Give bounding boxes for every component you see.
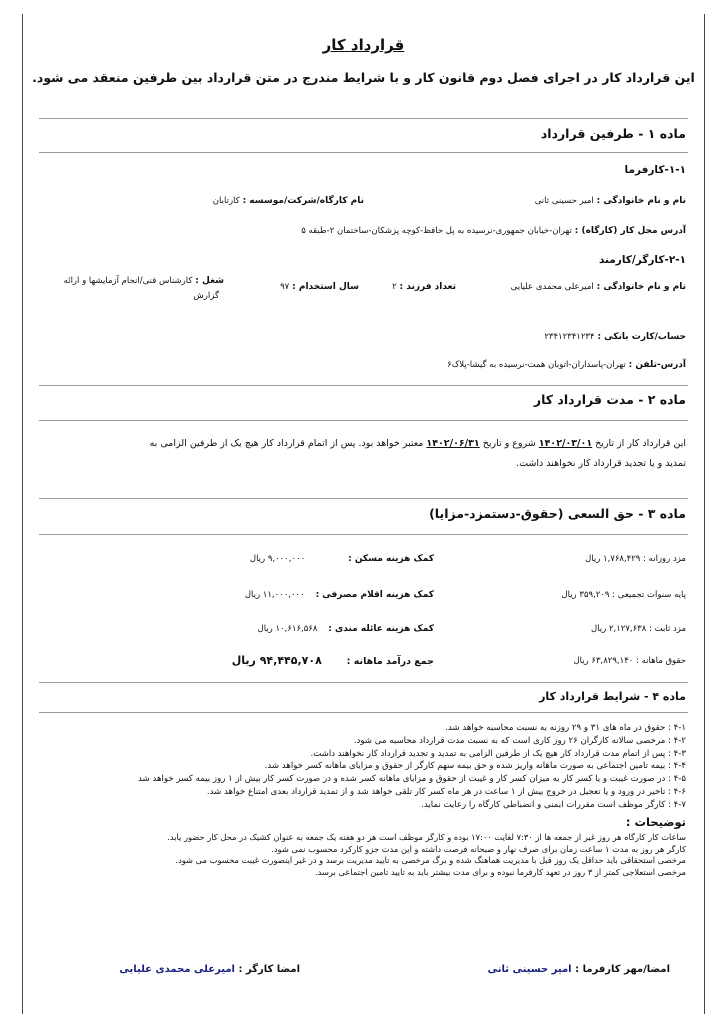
total-income (232, 654, 434, 667)
note-item: مرخصی استعلاجی کمتر از ۳ روز در تعهد کارفرما نبوده و برای مدت بیشتر باید به تایید تامین اجتماعی برسد. (314, 866, 686, 877)
experience-value: ۹۷ (280, 282, 290, 292)
end-date: ۱۴۰۲/۰۶/۳۱ (426, 438, 480, 449)
workplace-value: کارتابان (212, 196, 240, 206)
children-field (392, 282, 456, 292)
total-income-label: جمع درآمد ماهانه : (346, 656, 434, 667)
job-value: کارشناس فنی/انجام آزمایشها و ارائه (63, 276, 193, 286)
page-title: قرارداد کار (322, 36, 405, 54)
divider (39, 682, 688, 683)
fixed-wage: مزد ثابت : ۲,۱۲۷,۶۳۸ ریال (591, 624, 686, 634)
housing-label: کمک هزینه مسکن : (348, 554, 434, 564)
employee-address-value: تهران-پاسداران-اتوبان همت-نرسیده به گیشا-پلاک۶ (447, 360, 626, 370)
monthly-salary: حقوق ماهانه : ۶۳,۸۲۹,۱۴۰ ریال (573, 656, 686, 666)
contract-page (22, 14, 705, 1014)
employee-section-title: ۲-۱-کارگر/کارمند (598, 254, 686, 266)
employer-address-value: تهران-خیابان جمهوری-نرسیده به پل حافظ-کوچه پزشکان-ساختمان ۲-طبقه ۵ (301, 226, 572, 236)
employee-name-value: امیرعلی محمدی علیایی (510, 282, 594, 292)
employer-signature (488, 964, 670, 975)
note-item: ساعات کار کارگاه هر روز غیر از جمعه ها از ۷:۳۰ لغایت ۱۷:۰۰ بوده و کارگر موظف است هر دو هفته یک جمعه به عنوان کشیک در محل کار حضور یابد. (167, 832, 686, 842)
notes-title: توضیحات : (625, 815, 686, 829)
consumables-value: ۱۱,۰۰۰,۰۰۰ ریال (244, 590, 305, 600)
employee-name-field (511, 282, 686, 292)
divider (39, 118, 688, 119)
employee-name-label: نام و نام خانوادگی : (596, 282, 686, 292)
divider (39, 385, 688, 386)
seniority-base: پایه سنوات تجمیعی : ۳۵۹,۲۰۹ ریال (561, 590, 686, 600)
article2-text (146, 434, 686, 474)
daily-wage: مزد روزانه : ۱,۷۶۸,۴۲۹ ریال (585, 554, 686, 564)
start-date: ۱۴۰۲/۰۳/۰۱ (538, 438, 593, 449)
consumables-label: کمک هزینه اقلام مصرفی : (315, 590, 434, 600)
article2-text-part2: شروع و تاریخ (482, 438, 536, 449)
job-value-continued: گزارش (193, 291, 219, 301)
family-value: ۱۰,۶۱۶,۵۶۸ ریال (257, 624, 318, 634)
employer-signature-name: امیر حسینی ثانی (487, 964, 572, 975)
bank-account-field (544, 332, 686, 342)
bank-account-label: حساب/کارت بانکی : (597, 332, 686, 342)
condition-item: ۴-۴ : بیمه تامین اجتماعی به صورت ماهانه واریز شده و حق بیمه سهم کارگر از حقوق و مزایای ماهانه کسر خواهد شد. (264, 761, 686, 772)
employer-section-title: ۱-۱-کارفرما (624, 164, 686, 176)
employer-name-value: امیر حسینی ثانی (534, 196, 594, 206)
employer-name-label: نام و نام خانوادگی : (596, 196, 686, 206)
condition-item: ۴-۷ : کارگر موظف است مقررات ایمنی و انضباطی کارگاه را رعایت نماید. (421, 799, 686, 810)
employee-signature-name: امیرعلی محمدی علیایی (119, 964, 235, 975)
article4-title: ماده ۴ - شرایط قرارداد کار (539, 690, 686, 703)
housing-value: ۹,۰۰۰,۰۰۰ ریال (249, 554, 306, 564)
condition-item: ۴-۳ : پس از اتمام مدت قرارداد کار هیچ یک از طرفین الزامی به تمدید و تجدید قرارداد کار نخواهند داشت. (310, 748, 686, 759)
conditions-list (36, 722, 686, 812)
children-value: ۲ (392, 282, 397, 292)
condition-item: ۴-۶ : تاخیر در ورود و یا تعجیل در خروج بیش از ۱ ساعت در هر ماه کسر کار تلقی خواهد شد و از تمدید قرارداد بعدی امتناع خواهد شد. (206, 786, 686, 797)
workplace-field (213, 196, 364, 206)
employee-signature (119, 964, 300, 975)
condition-item: ۴-۵ : در صورت غیبت و یا کسر کار به میزان کسر کار و غیبت از حقوق و مزایای ماهانه کسر شده و در صورت کسر کار بیش از ۱ روز بیمه کسر خواهد شد (138, 774, 686, 785)
divider (39, 534, 688, 535)
condition-item: ۴-۱ : حقوق در ماه های ۳۱ و ۲۹ روزنه به نسبت محاسبه خواهد شد. (445, 723, 686, 733)
employer-address-label: آدرس محل کار (کارگاه) : (574, 226, 686, 236)
article2-text-part1: این قرارداد کار از تاریخ (595, 438, 686, 449)
article3-title: ماده ۳ - حق السعی (حقوق-دستمزد-مزایا) (429, 506, 686, 521)
page-subtitle: این قرارداد کار در اجرای فصل دوم قانون کار و با شرایط مندرج در متن قرارداد بین طرفین منعقد می شود. (32, 70, 695, 85)
employee-address-field (447, 360, 686, 370)
family-label: کمک هزینه عائله مندی : (328, 624, 434, 634)
divider (39, 712, 688, 713)
housing-allowance (250, 554, 434, 564)
bank-account-value: ۲۳۴۱۲۳۴۱۲۳۴ (544, 332, 595, 342)
divider (39, 420, 688, 421)
article1-title: ماده ۱ - طرفین قرارداد (540, 126, 686, 141)
note-item: مرخصی استحقاقی باید حداقل یک روز قبل با مدیریت هماهنگ شده و برگ مرخصی به تایید مدیریت برسد و در غیر اینصورت غیبت محسوب می شود. (175, 855, 686, 866)
article2-text-part3: معتبر خواهد بود. پس از اتمام قرارداد کار هیچ یک از طرفین (189, 438, 424, 449)
notes-list (36, 832, 686, 878)
condition-item: ۴-۲ : مرخصی سالانه کارگران ۲۶ روز کاری است که به نسبت مدت قرارداد محاسبه می شود. (353, 735, 686, 746)
employee-signature-label: امضا کارگر : (238, 964, 300, 975)
total-income-value: ۹۴,۴۴۵,۷۰۸ ریال (231, 654, 322, 667)
employer-address-field (301, 226, 686, 236)
family-allowance (258, 624, 434, 634)
article2-title: ماده ۲ - مدت قرارداد کار (533, 392, 686, 407)
note-item: کارگر هر روز به مدت ۱ ساعت زمان برای صرف نهار و صبحانه فرصت داشته و این مدت جزو کارکرد محسوب نمی شود. (271, 843, 686, 854)
job-field (64, 276, 224, 286)
consumables-allowance (245, 590, 434, 600)
experience-label: سال استخدام : (292, 282, 359, 292)
divider (39, 498, 688, 499)
experience-field (280, 282, 359, 292)
employee-address-label: آدرس-تلفن : (628, 360, 686, 370)
employer-signature-label: امضا/مهر کارفرما : (575, 964, 670, 975)
article2-text-line2: الزامی به تمدید و یا تجدید قرارداد کار نخواهند داشت. (149, 438, 686, 469)
job-label: شغل : (195, 276, 224, 286)
employer-name-field (535, 196, 686, 206)
workplace-label: نام کارگاه/شرکت/موسسه : (242, 196, 364, 206)
divider (39, 152, 688, 153)
children-label: تعداد فرزند : (399, 282, 456, 292)
